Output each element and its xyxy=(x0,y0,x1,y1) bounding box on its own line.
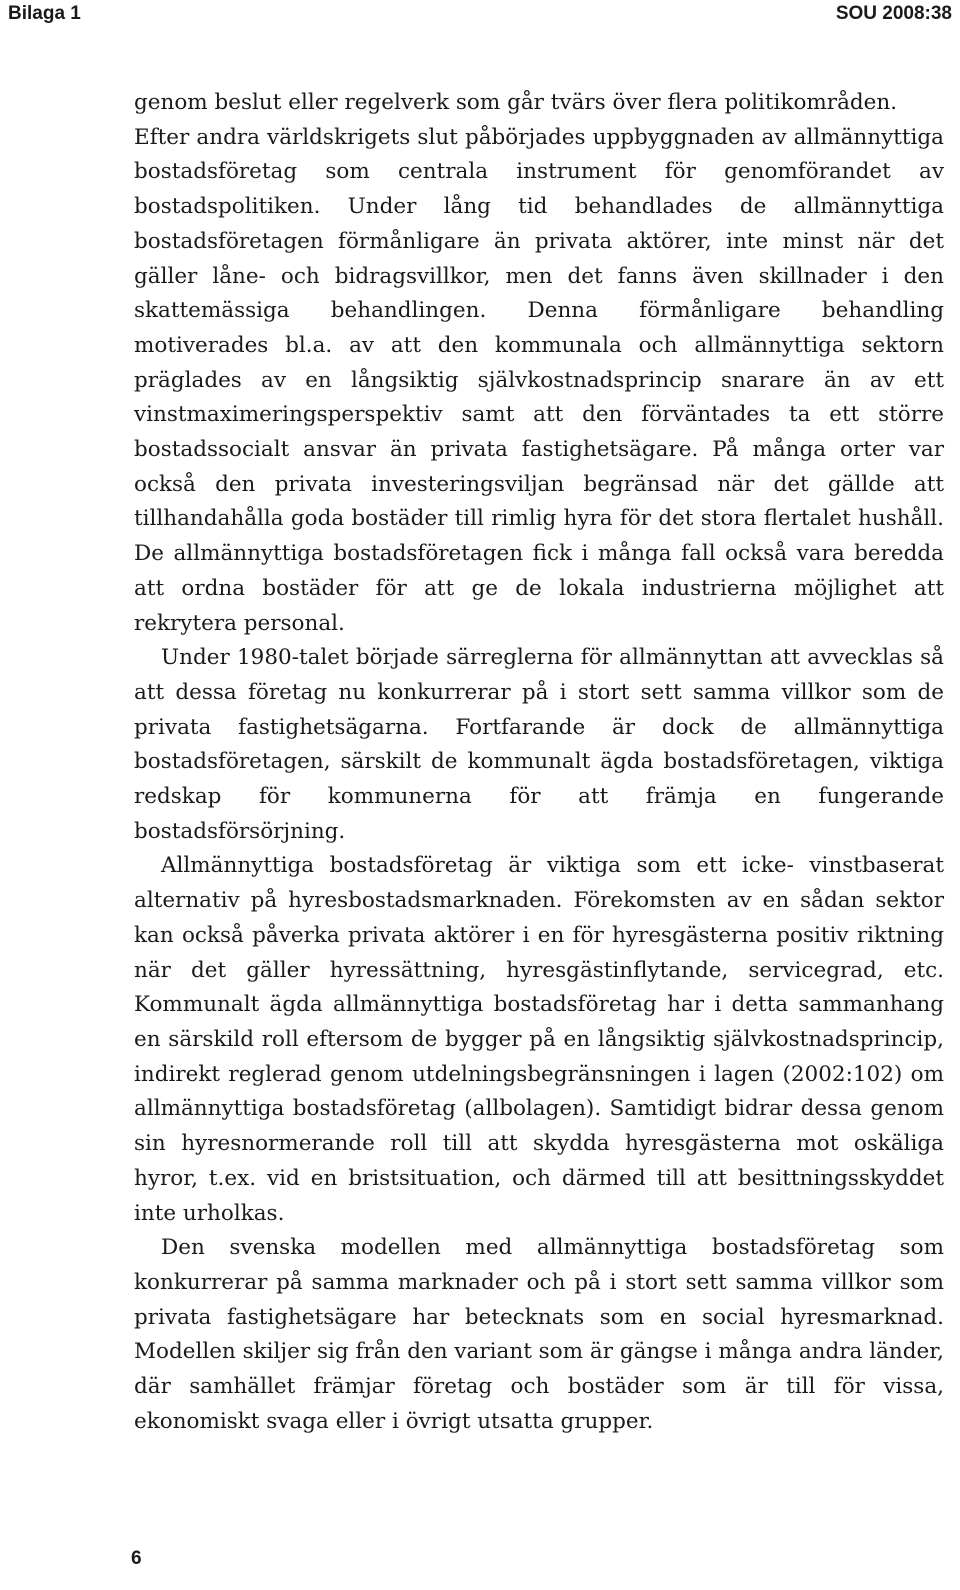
report-id: SOU 2008:38 xyxy=(835,3,952,24)
paragraph: Efter andra världskrigets slut påbörjades uppbyggnaden av allmännyttiga bostadsföretag som centrala instrument för genomförandet av bostadspolitiken. Under lång tid behandlades de allmännyttiga bostadsföretagen förmånligare än privata aktörer, inte minst när det gäller låne- och bidragsvillkor, men det fanns även skillnader i den skattemässiga behandlingen. Denna förmånligare behandling motiverades bl.a. av att den kommunala och allmännyttiga sektorn präglades av en långsiktig självkostnadsprincip snarare än av ett vinstmaximeringsperspektiv samt att den förväntades ta ett större bostadssocialt ansvar än privata fastighetsägare. På många orter var också den privata investeringsviljan begränsad när det gällde att tillhandahålla goda bostäder till rimlig hyra för det stora flertalet hushåll. De allmännyttiga bostadsföretagen fick i många fall också vara beredda att ordna bostäder för att ge de lokala industrierna möjlighet att rekrytera personal. xyxy=(134,124,944,636)
paragraph: Under 1980-talet började särreglerna för allmännyttan att avvecklas så att dessa företag nu konkurrerar på i stort sett samma villkor som de privata fastighetsägarna. Fortfarande är dock de allmännyttiga bostadsföretagen, särskilt de kommunalt ägda bostadsföretagen, viktiga redskap för kommunerna för att främja en fungerande bostadsförsörjning. xyxy=(134,645,944,844)
appendix-label: Bilaga 1 xyxy=(8,3,81,24)
paragraph: Allmännyttiga bostadsföretag är viktiga som ett icke- vinstbaserat alternativ på hyresbostadsmarknaden. Förekomsten av en sådan sektor kan också påverka privata aktörer i en för hyresgästerna positiv riktning när det gäller hyressättning, hyresgästinflytande, servicegrad, etc. Kommunalt ägda allmännyttiga bostadsföretag har i detta sammanhang en särskild roll eftersom de bygger på en långsiktig självkostnadsprincip, indirekt reglerad genom utdelningsbegränsningen i lagen (2002:102) om allmännyttiga bostadsföretag (allbolagen). Samtidigt bidrar dessa genom sin hyresnormerande roll till att skydda hyresgästerna mot oskäliga hyror, t.ex. vid en bristsituation, och därmed till att besittningsskyddet inte urholkas. xyxy=(134,853,944,1226)
paragraph: Den svenska modellen med allmännyttiga bostadsföretag som konkurrerar på samma marknader och på i stort sett samma villkor som privata fastighetsägare har betecknats som en social hyresmarknad. Modellen skiljer sig från den variant som är gängse i många andra länder, där samhället främjar företag och bostäder som är till för vissa, ekonomiskt svaga eller i övrigt utsatta grupper. xyxy=(134,1235,944,1434)
paragraph: genom beslut eller regelverk som går tvärs över flera politikområden. xyxy=(134,90,898,115)
running-header xyxy=(0,0,960,30)
page-number: 6 xyxy=(131,1548,142,1569)
body-text xyxy=(134,86,944,1439)
